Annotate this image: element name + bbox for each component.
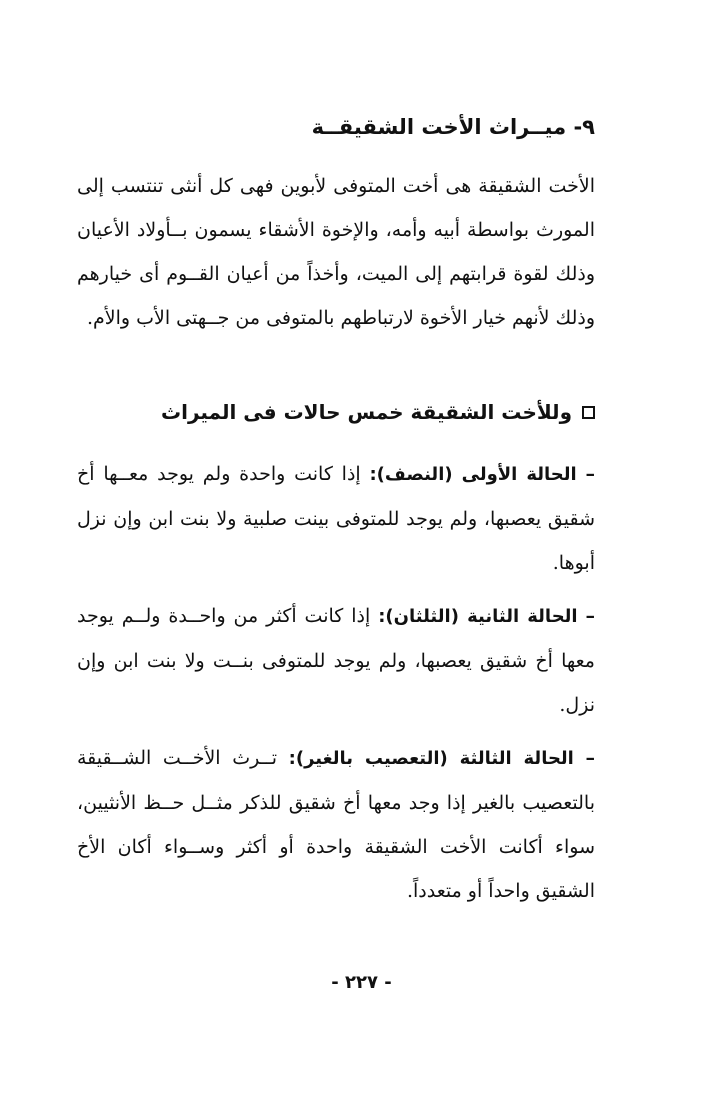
square-bullet-icon bbox=[582, 406, 595, 419]
case-third-paragraph bbox=[77, 736, 595, 913]
case-text: إذا كانت أكثر من واحــدة ولــم يوجد معها أخ شقيق يعصبها، ولم يوجد للمتوفى بنــت ولا بنت ابن وإن نزل. bbox=[77, 605, 595, 716]
case-text: تــرث الأخــت الشــقيقة بالتعصيب بالغير إذا وجد معها أخ شقيق للذكر مثــل حــظ الأنثيين، سواء أكانت الأخت الشقيقة واحدة أو أكثر وســواء أكان الأخ الشقيق واحداً أو متعدداً. bbox=[77, 747, 595, 902]
case-dash: – bbox=[585, 605, 596, 627]
cases-subheading-text: وللأخت الشقيقة خمس حالات فى الميراث bbox=[161, 400, 572, 424]
case-dash: – bbox=[585, 463, 595, 485]
case-title: الحالة الأولى (النصف): bbox=[369, 464, 577, 485]
case-title: الحالة الثالثة (التعصيب بالغير): bbox=[288, 748, 574, 769]
page-number: - ٢٢٧ - bbox=[331, 972, 392, 993]
case-second-paragraph bbox=[77, 594, 595, 727]
case-text: إذا كانت واحدة ولم يوجد معــها أخ شقيق يعصبها، ولم يوجد للمتوفى بينت صلبية ولا بنت ابن وإن نزل أبوها. bbox=[77, 463, 595, 574]
case-dash: – bbox=[585, 747, 595, 769]
section-heading: ٩- ميــراث الأخت الشقيقــة bbox=[311, 115, 595, 139]
intro-paragraph: الأخت الشقيقة هى أخت المتوفى لأبوين فهى كل أنثى تنتسب إلى المورث بواسطة أبيه وأمه، والإخوة الأشقاء يسمون بــأولاد الأعيان وذلك لقوة قرابتهم إلى الميت، وأخذاً من أعيان القــوم أى خيارهم وذلك لأنهم خيار الأخوة لارتباطهم بالمتوفى من جــهتى الأب والأم. bbox=[77, 175, 595, 329]
case-title: الحالة الثانية (الثلثان): bbox=[378, 606, 578, 627]
cases-subheading bbox=[161, 396, 595, 428]
case-first-paragraph bbox=[77, 452, 595, 585]
